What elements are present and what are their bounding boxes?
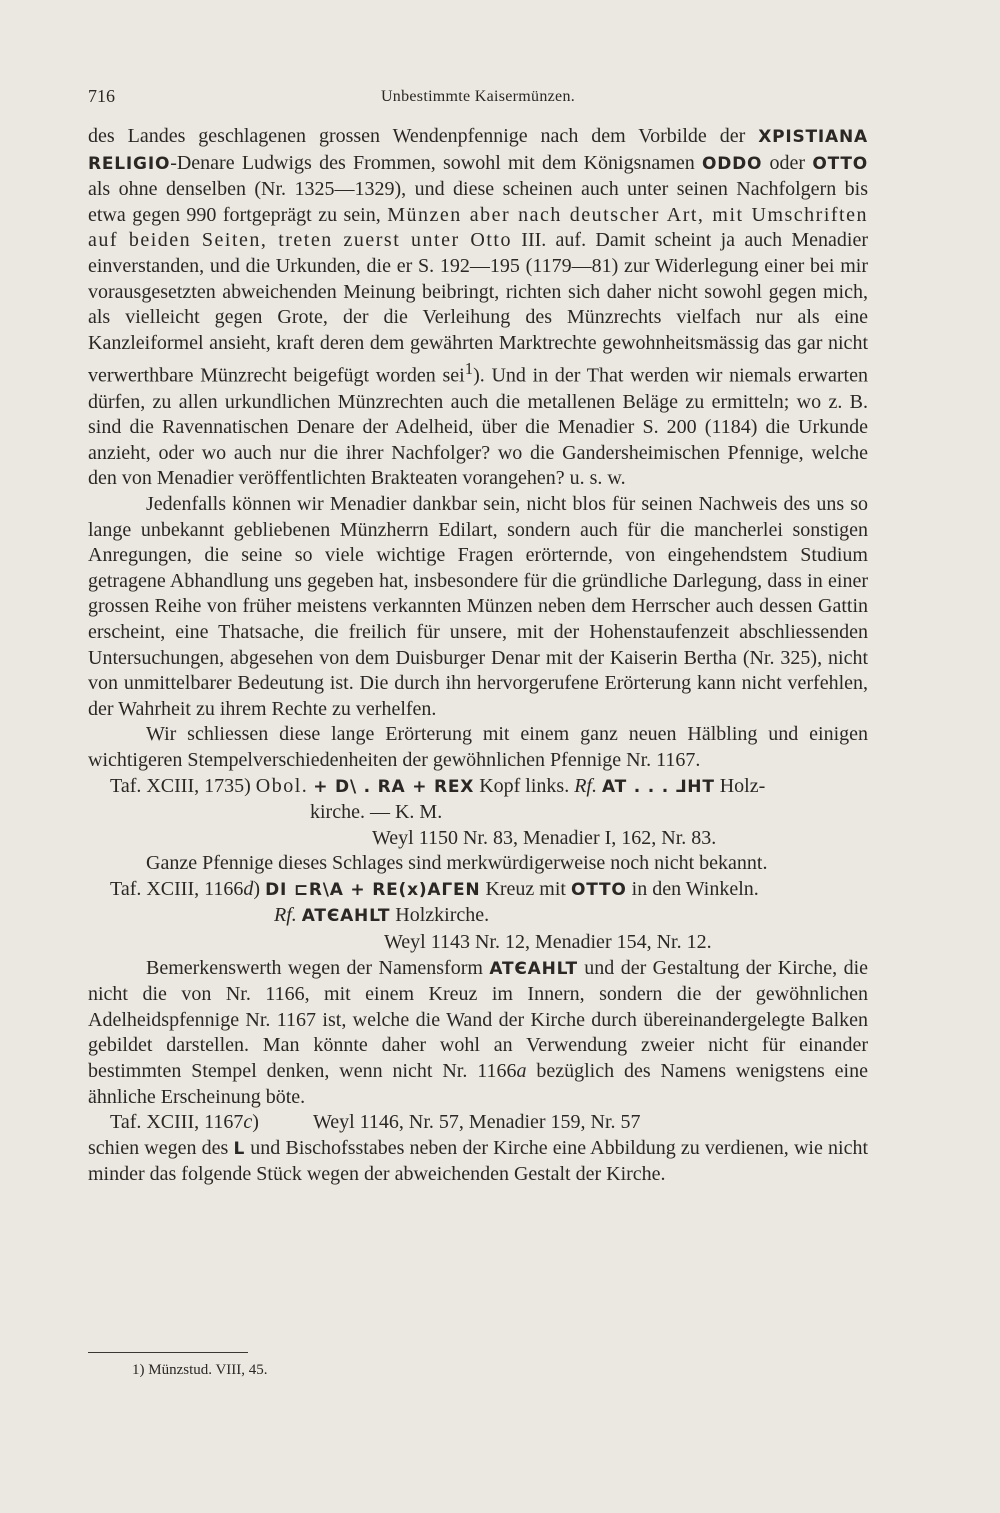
entry-continuation [88, 903, 868, 930]
running-head: Unbestimmte Kaisermünzen. [380, 88, 576, 105]
footnote-ref[interactable]: 1 [464, 359, 474, 379]
catalog-entry-1735 [88, 774, 868, 852]
spaced-text: Münzen aber nach deutscher Art, mit Umschriften auf beiden Seiten, treten zuerst unter Otto [88, 203, 868, 252]
text-run: ). Und in der That werden wir niemals erwarten dürfen, zu allen urkundlichen Münzrechten auch die metallenen Beläge zu ermitteln; wo z. B. sind die Ravennatischen Denare der Adelheid, über die Menadier S. 200 (1184) die Urkunde anzieht, oder wo auch nur die ihrer Nachfolger? wo die Gandersheimischen Pfennige, welche den von Menadier veröffentlichten Brakteaten vorangehen? u. s. w. [88, 365, 868, 490]
text-run: Kreuz mit [480, 877, 571, 900]
coin-legend: DI ⊏R\A + RE(x)AΓEN [265, 879, 481, 900]
entry-line [88, 877, 868, 904]
text-run: ) [253, 877, 266, 900]
coin-legend: + D\ . RA + REX [313, 776, 475, 797]
entry-line [88, 774, 868, 801]
entry-citation: Weyl 1150 Nr. 83, Menadier I, 162, Nr. 83. [372, 826, 717, 849]
text-run: -Denare Ludwigs des Frommen, sowohl mit dem Königsnamen [170, 151, 702, 174]
text-run: und der Gestaltung der Kirche, die nicht die von Nr. 1166, mit einem Kreuz im Innern, sondern die der gewöhnlichen Adelheidspfennige Nr. 1167 ist, welche die Wand der Kirche durch übereinandergelegte Balken gebildet darstellen. Man könnte daher wohl an Verwendung zweier nicht für einander bestimmten Stempel denken, wenn nicht Nr. 1166 [88, 956, 868, 1083]
paragraph-3: Wir schliessen diese lange Erörterung mit einem ganz neuen Hälbling und einigen wichtigeren Stempelverschiedenheiten der gewöhnlichen Pfennige Nr. 1167. [88, 723, 868, 771]
reverse-label: Rf. [274, 904, 297, 927]
text-run: Holz- [714, 774, 766, 797]
entry-continuation: kirche. — K. M. [310, 801, 443, 824]
paragraph-6 [88, 1136, 868, 1188]
page-header [88, 86, 868, 116]
body-text [88, 124, 868, 1188]
text-run: oder [762, 151, 813, 174]
plate-reference: Taf. XCIII, 1167 [110, 1111, 244, 1134]
coin-legend: L [233, 1138, 246, 1159]
coin-legend: OTTO [570, 879, 627, 900]
denomination: Obol. [255, 774, 309, 797]
coin-legend: ATЄAHLT [301, 906, 391, 927]
coin-legend: ODDO [701, 153, 763, 174]
text-run: als ohne denselben (Nr. 1325—1329), und diese scheinen auch unter seinen Nachfolgern bis etwa gegen 990 fortgeprägt zu sein, [88, 178, 868, 226]
entry-citation: Weyl 1143 Nr. 12, Menadier 154, Nr. 12. [384, 931, 712, 954]
plate-reference: Taf. XCIII, 1735) [110, 774, 256, 797]
text-run: und Bischofsstabes neben der Kirche eine Abbildung zu verdienen, wie nicht minder das folgende Stück wegen der abweichenden Gestalt der Kirche. [88, 1136, 869, 1186]
coin-legend: AT . . . ⅃HT [601, 776, 715, 797]
coin-legend: OTTO [812, 153, 868, 174]
italic-letter: a [516, 1060, 527, 1083]
catalog-entry-1166d [88, 877, 868, 956]
plate-suffix: d [243, 877, 254, 900]
footnote-mark: 1) [132, 1362, 145, 1378]
paragraph-4: Ganze Pfennige dieses Schlages sind merkwürdigerweise noch nicht bekannt. [146, 852, 768, 875]
reverse-label: Rf. [574, 774, 597, 797]
paragraph-5 [88, 956, 868, 1111]
text-run: Bemerkenswerth wegen der Namensform [146, 956, 490, 979]
text-run: schien wegen des [88, 1136, 234, 1159]
text-run: des Landes geschlagenen grossen Wendenpfennige nach dem Vorbilde der [88, 125, 759, 147]
text-run: ) [252, 1111, 259, 1134]
text-run: III. auf. Damit scheint ja auch Menadier einverstanden, und die Urkunden, die er S. 192—195 (1179—81) zur Widerlegung einer bei mir vorausgesetzten abweichenden Meinung beibringt, richten sich daher nicht sowohl gegen mich, als vielleicht gegen Grote, der die Verleihung des Münzrechts vielfach nur als eine Kanzleiformel ansieht, kraft deren dem gewährten Marktrechte gewohnheitsmässig das gar nicht verwerthbare Münzrecht beigefügt worden sei [88, 229, 868, 387]
catalog-entry-1167c [88, 1110, 868, 1136]
plate-suffix: c [243, 1111, 253, 1134]
text-run: Holzkirche. [390, 904, 490, 927]
entry-citation: Weyl 1146, Nr. 57, Menadier 159, Nr. 57 [312, 1111, 641, 1134]
paragraph-2: Jedenfalls können wir Menadier dankbar sein, nicht blos für seinen Nachweis des uns so lange unbekannt gebliebenen Münzherrn Edilart, sondern auch für die mancherlei sonstigen Anregungen, die seine so viele wichtige Fragen erörternde, von eingehendstem Studium getragene Abhandlung uns gegeben hat, insbesondere für die gründliche Darlegung, dass in einer grossen Reihe von früher meistens verkannten Münzen neben dem Herrscher auch dessen Gattin erscheint, eine Thatsache, die freilich für unsere, mit der Hohenstaufenzeit abschliessenden Untersuchungen, abgesehen von dem Duisburger Denar mit der Kaiserin Bertha (Nr. 325), nicht von unmittelbarer Bedeutung ist. Die durch ihn hervorgerufene Erörterung kann nicht verfehlen, der Wahrheit zu ihrem Rechte zu verhelfen. [88, 492, 868, 720]
coin-legend: ATЄAHLT [489, 958, 578, 979]
paragraph-1 [88, 124, 868, 492]
footnote-divider [88, 1352, 248, 1353]
text-run: Kopf links. [474, 774, 575, 797]
footnote [132, 1362, 268, 1379]
text-run: in den Winkeln. [626, 877, 759, 900]
footnote-text: Münzstud. VIII, 45. [148, 1362, 268, 1378]
coin-legend: XPISTIANA RELIGIO [88, 127, 868, 174]
text-run: bezüglich des Namens wenigstens eine ähnliche Erscheinung böte. [88, 1060, 868, 1108]
page-number: 716 [88, 86, 115, 106]
plate-reference: Taf. XCIII, 1166 [110, 877, 244, 900]
